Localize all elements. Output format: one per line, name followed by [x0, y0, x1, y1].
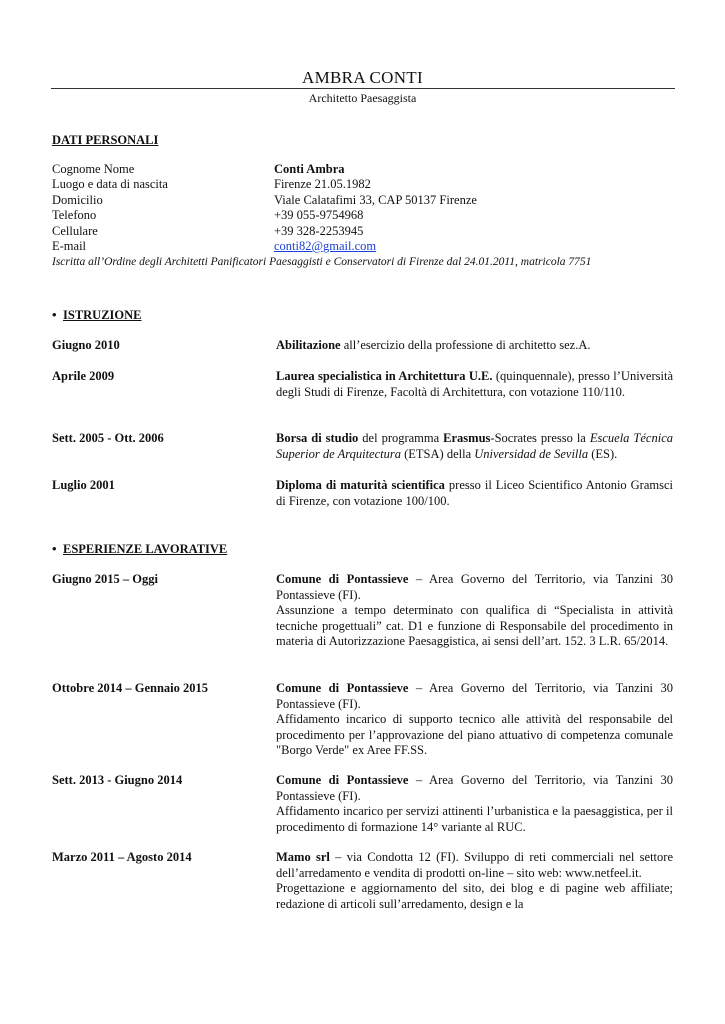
- entry-text: -Socrates presso la: [490, 431, 590, 445]
- entry-description: [276, 681, 673, 759]
- entry-description: [276, 850, 673, 912]
- personal-label: Cognome Nome: [52, 162, 135, 176]
- entry-text: (quinquennale), presso l’Università degli Studi di Firenze, Facoltà di Architettura, con votazione 110/110.: [276, 369, 674, 399]
- entry-description: [276, 478, 673, 509]
- personal-row-address: [52, 193, 672, 208]
- education-section-heading: [52, 307, 142, 323]
- person-subtitle: Architetto Paesaggista: [308, 91, 417, 105]
- entry-date: Sett. 2013 - Giugno 2014: [52, 773, 183, 787]
- entry-date: Ottobre 2014 – Gennaio 2015: [52, 681, 209, 695]
- personal-label: Luogo e data di nascita: [52, 177, 168, 191]
- personal-value: Firenze 21.05.1982: [274, 177, 371, 191]
- personal-value: +39 328-2253945: [274, 224, 364, 238]
- personal-label: Domicilio: [52, 193, 103, 207]
- personal-value: +39 055-9754968: [274, 208, 364, 222]
- entry-italic-text: Universidad de Sevilla: [474, 446, 589, 461]
- entry-date: Giugno 2015 – Oggi: [52, 572, 158, 586]
- job-detail: Affidamento incarico di supporto tecnico alle attività del responsabile del procedimento per l’approvazione del piano attuativo di competenza comunale "Borgo Verde" ex Aree FF.SS.: [276, 712, 673, 757]
- entry-date: Luglio 2001: [52, 478, 115, 492]
- personal-section-heading: DATI PERSONALI: [52, 133, 159, 147]
- personal-row-birth: [52, 177, 672, 192]
- employer-details: – Area Governo del Territorio, via Tanzini 30 Pontassieve (FI).: [276, 773, 673, 803]
- entry-date: Marzo 2011 – Agosto 2014: [52, 850, 192, 864]
- header-divider: [51, 88, 675, 89]
- entry-title: Diploma di maturità scientifica: [276, 478, 445, 492]
- job-detail: Progettazione e aggiornamento del sito, dei blog e di pagine web affiliate; redazione di articoli sull’arredamento, design e la: [276, 881, 673, 911]
- entry-description: [276, 572, 673, 650]
- personal-row-email: [52, 239, 672, 254]
- employer-name: Comune di Pontassieve: [276, 572, 409, 586]
- person-name: AMBRA CONTI: [302, 68, 423, 87]
- entry-text: all’esercizio della professione di architetto sez.A.: [340, 338, 591, 352]
- entry-description: [276, 773, 673, 835]
- entry-title: Borsa di studio: [276, 431, 359, 445]
- personal-row-mobile: [52, 224, 672, 239]
- employer-name: Comune di Pontassieve: [276, 773, 409, 787]
- education-heading-label: ISTRUZIONE: [63, 308, 142, 322]
- personal-label: Telefono: [52, 208, 97, 222]
- entry-description: [276, 431, 673, 462]
- employer-details: – via Condotta 12 (FI). Sviluppo di reti commerciali nel settore dell’arredamento e vendita di prodotti on-line – sito web: www.netfeel.it.: [276, 850, 673, 880]
- personal-value: Conti Ambra: [274, 162, 345, 176]
- entry-title: Laurea specialistica in Architettura U.E.: [276, 369, 493, 383]
- employer-name: Comune di Pontassieve: [276, 681, 409, 695]
- entry-date: Sett. 2005 - Ott. 2006: [52, 431, 164, 445]
- entry-text: del programma: [358, 431, 444, 445]
- entry-date: Giugno 2010: [52, 338, 120, 352]
- entry-italic-text: Escuela Técnica Superior de Arquitectura: [276, 431, 673, 461]
- job-detail: Assunzione a tempo determinato con qualifica di “Specialista in attività tecniche progettuali” cat. D1 e funzione di Responsabile del procedimento in materia di Autorizzazione Paesaggistica, ai sensi dell’art. 152. 3 L.R. 65/2014.: [276, 603, 673, 648]
- bullet-icon: •: [52, 541, 57, 556]
- email-link[interactable]: conti82@gmail.com: [274, 239, 377, 253]
- entry-text: presso il Liceo Scientifico Antonio Gramsci di Firenze, con votazione 100/100.: [276, 478, 674, 508]
- personal-label: Cellulare: [52, 224, 98, 238]
- entry-text: (ES).: [588, 446, 618, 461]
- experience-heading-label: ESPERIENZE LAVORATIVE: [63, 542, 228, 556]
- experience-section-heading: [52, 541, 227, 557]
- personal-value: Viale Calatafimi 33, CAP 50137 Firenze: [274, 193, 477, 207]
- entry-description: [276, 338, 673, 354]
- entry-description: [276, 369, 673, 400]
- bullet-icon: •: [52, 307, 57, 322]
- employer-details: – Area Governo del Territorio, via Tanzini 30 Pontassieve (FI).: [276, 572, 673, 602]
- registration-note: Iscritta all’Ordine degli Architetti Panificatori Paesaggisti e Conservatori di Firenze dal 24.01.2011, matricola 7751: [52, 256, 592, 268]
- personal-row-name: [52, 162, 672, 177]
- employer-name: Mamo srl: [276, 850, 330, 864]
- job-detail: Affidamento incarico per servizi attinenti l’urbanistica e la paesaggistica, per il procedimento di formazione 14° variante al RUC.: [276, 804, 673, 834]
- entry-title: Abilitazione: [276, 338, 341, 352]
- personal-row-phone: [52, 208, 672, 223]
- entry-bold-text: Erasmus: [443, 431, 491, 445]
- employer-details: – Area Governo del Territorio, via Tanzini 30 Pontassieve (FI).: [276, 681, 673, 711]
- entry-date: Aprile 2009: [52, 369, 115, 383]
- entry-text: (ETSA) della: [401, 446, 475, 461]
- personal-label: E-mail: [52, 239, 87, 253]
